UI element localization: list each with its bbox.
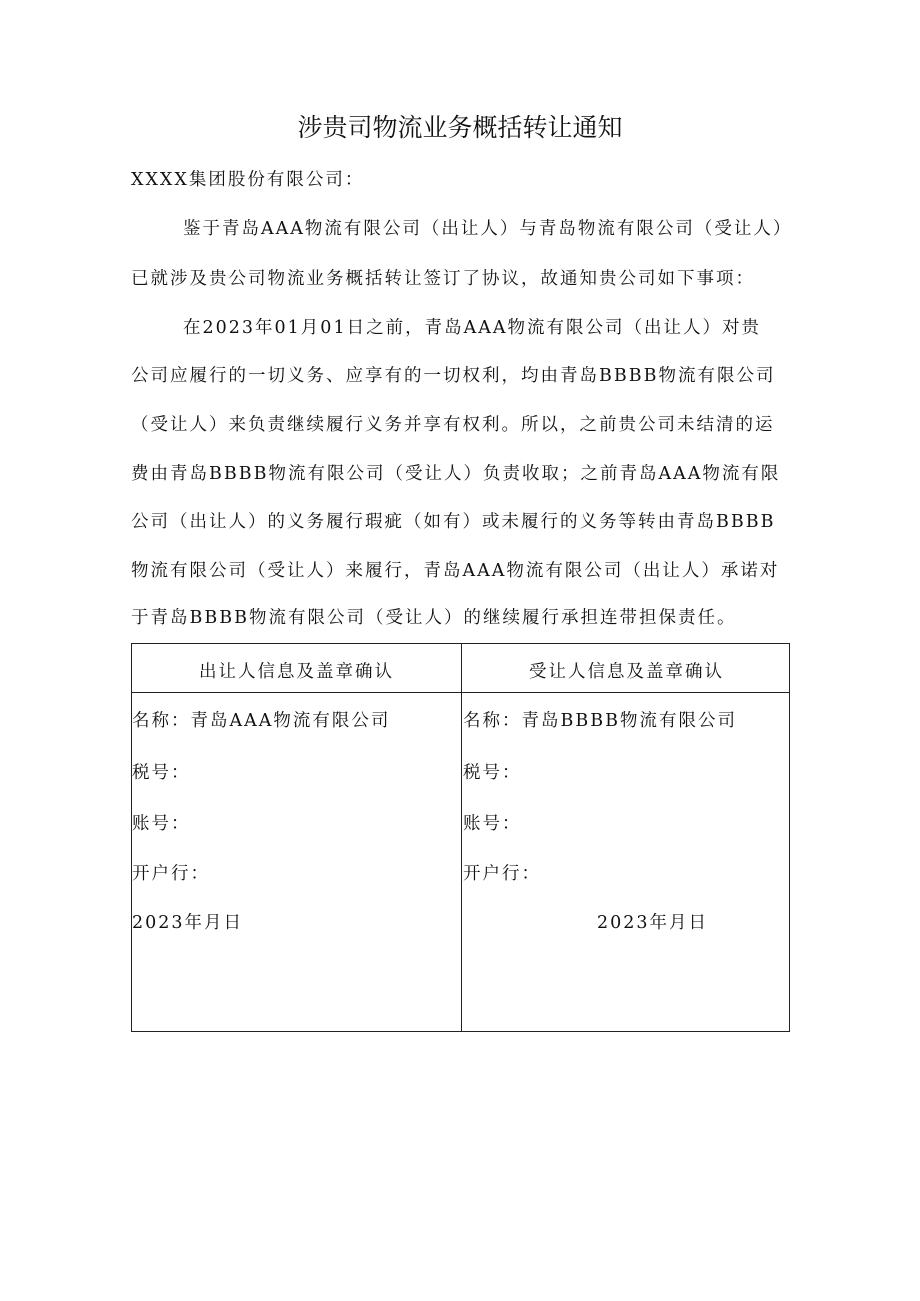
transferor-date: 2023年月日 <box>132 913 244 933</box>
salutation: XXXX集团股份有限公司： <box>131 170 365 190</box>
transferor-tax-no: 税号： <box>132 763 191 783</box>
paragraph-2-line-3: （受让人）来负责继续履行义务并享有权利。所以，之前贵公司未结清的运 <box>131 415 775 435</box>
transferee-bank: 开户行： <box>463 864 541 884</box>
transferor-account: 账号： <box>132 814 191 834</box>
transferee-header: 受让人信息及盖章确认 <box>529 662 724 682</box>
paragraph-2-line-2: 公司应履行的一切义务、应享有的一切权利，均由青岛BBBB物流有限公司 <box>131 366 776 386</box>
paragraph-1-line-2: 已就涉及贵公司物流业务概括转让签订了协议，故通知贵公司如下事项： <box>131 269 755 289</box>
transferee-tax-no: 税号： <box>463 763 522 783</box>
transferee-account: 账号： <box>463 814 522 834</box>
transferee-date: 2023年月日 <box>597 913 709 933</box>
paragraph-1-line-1: 鉴于青岛AAA物流有限公司（出让人）与青岛物流有限公司（受让人） <box>183 219 793 239</box>
transferee-name: 名称：青岛BBBB物流有限公司 <box>463 711 737 731</box>
table-header-divider <box>132 692 789 693</box>
table-column-divider <box>461 644 462 1031</box>
transferor-name: 名称：青岛AAA物流有限公司 <box>132 711 391 731</box>
paragraph-2-line-6: 物流有限公司（受让人）来履行，青岛AAA物流有限公司（出让人）承诺对 <box>131 561 780 581</box>
transferor-bank: 开户行： <box>132 864 210 884</box>
paragraph-2-line-5: 公司（出让人）的义务履行瑕疵（如有）或未履行的义务等转由青岛BBBB <box>131 512 776 532</box>
paragraph-2-line-1: 在2023年01月01日之前，青岛AAA物流有限公司（出让人）对贵 <box>183 318 761 338</box>
paragraph-2-line-4: 费由青岛BBBB物流有限公司（受让人）负责收取；之前青岛AAA物流有限 <box>131 464 781 484</box>
transferor-header: 出让人信息及盖章确认 <box>199 662 394 682</box>
document-title: 涉贵司物流业务概括转让通知 <box>297 113 623 142</box>
signature-table <box>131 643 790 1032</box>
paragraph-2-line-7: 于青岛BBBB物流有限公司（受让人）的继续履行承担连带担保责任。 <box>131 608 737 628</box>
